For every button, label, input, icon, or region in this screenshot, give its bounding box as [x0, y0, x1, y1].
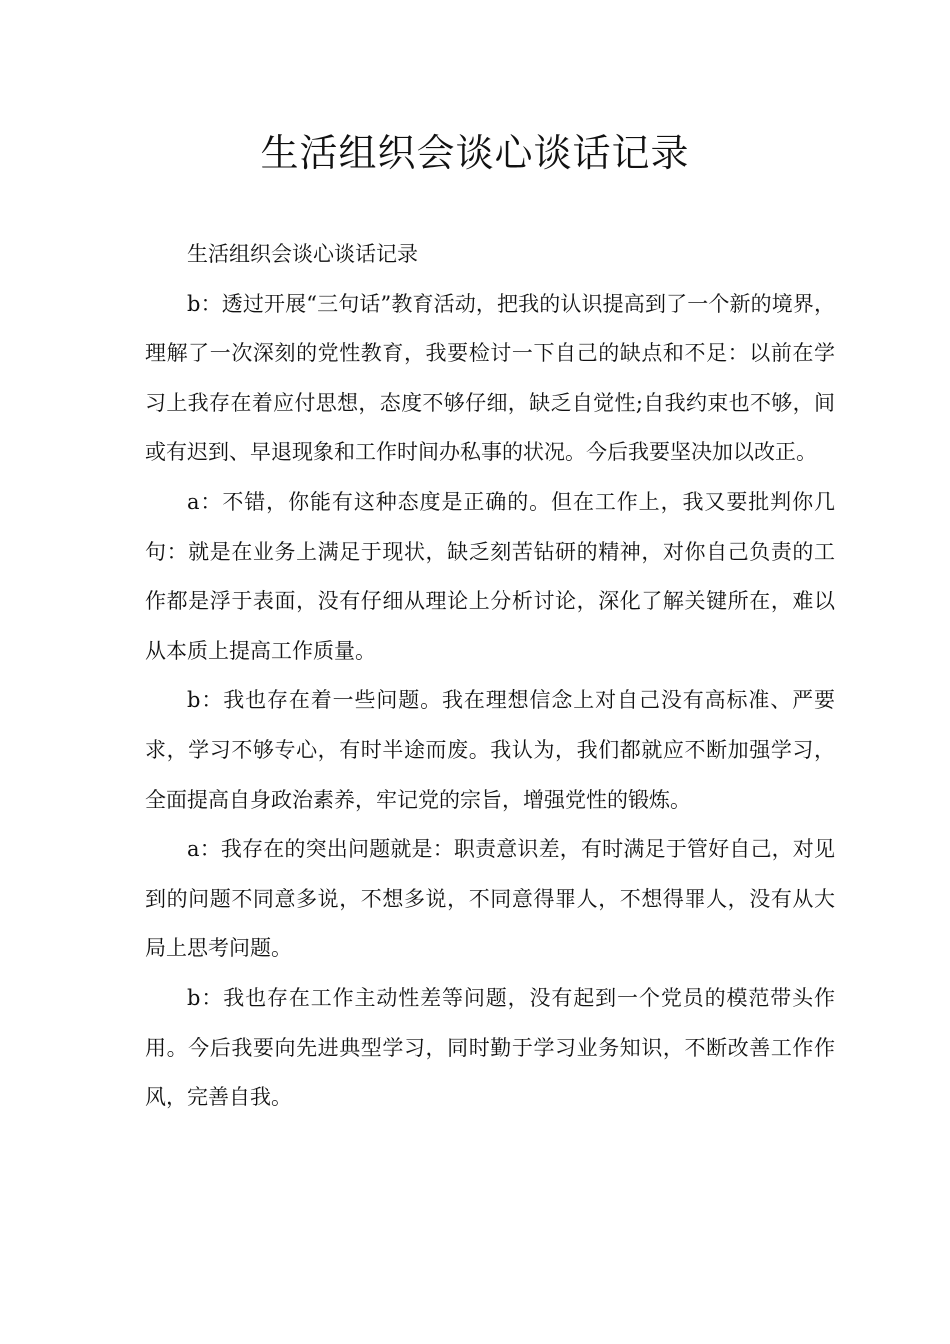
- dialogue-paragraph-b-2: b：我也存在着一些问题。我在理想信念上对自己没有高标准、严要求，学习不够专心，有时半途而废。我认为，我们都就应不断加强学习，全面提高自身政治素养，牢记党的宗旨，增强党性的锻炼。: [145, 688, 835, 812]
- dialogue-paragraph-b-1: b：透过开展“三句话”教育活动，把我的认识提高到了一个新的境界，理解了一次深刻的党性教育，我要检讨一下自己的缺点和不足：以前在学习上我存在着应付思想，态度不够仔细，缺乏自觉性;自我约束也不够，间或有迟到、早退现象和工作时间办私事的状况。今后我要坚决加以改正。: [145, 291, 835, 465]
- dialogue-paragraph-b-3: b：我也存在工作主动性差等问题，没有起到一个党员的模范带头作用。今后我要向先进典型学习，同时勤于学习业务知识，不断改善工作作风，完善自我。: [145, 985, 835, 1110]
- document-title: 生活组织会谈心谈话记录: [260, 131, 690, 175]
- subtitle-paragraph: 生活组织会谈心谈话记录: [187, 242, 418, 266]
- document-body: [145, 230, 835, 1123]
- dialogue-paragraph-a-2: a：我存在的突出问题就是：职责意识差，有时满足于管好自己，对见到的问题不同意多说，不想多说，不同意得罪人，不想得罪人，没有从大局上思考问题。: [145, 837, 835, 961]
- dialogue-paragraph-a-1: a：不错，你能有这种态度是正确的。但在工作上，我又要批判你几句：就是在业务上满足于现状，缺乏刻苦钻研的精神，对你自己负责的工作都是浮于表面，没有仔细从理论上分析讨论，深化了解关键所在，难以从本质上提高工作质量。: [145, 489, 835, 663]
